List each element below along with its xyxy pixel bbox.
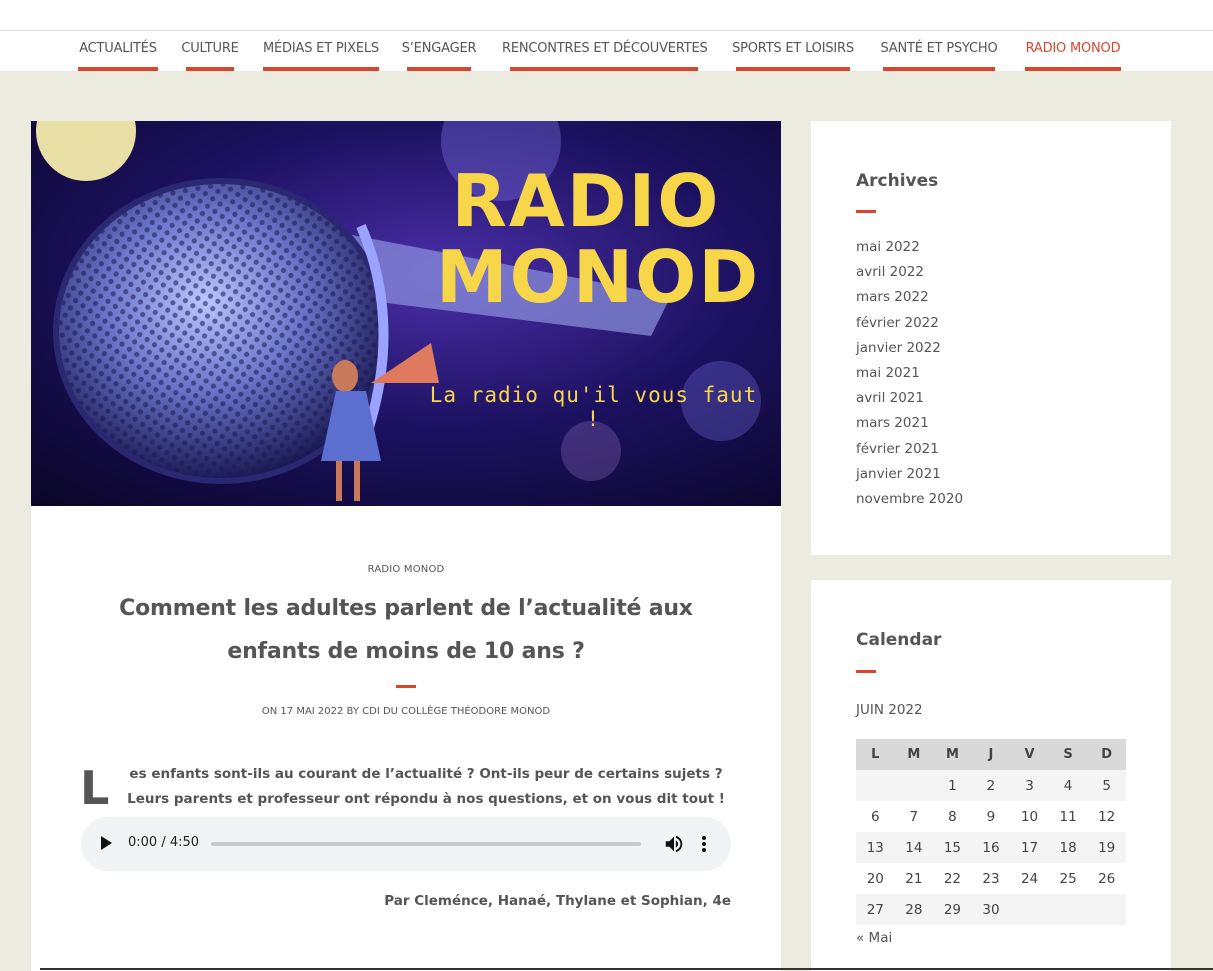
post-card [31,121,781,971]
calendar-day: 10 [1010,801,1049,832]
widget-divider [856,670,876,673]
archive-link[interactable]: janvier 2021 [856,465,941,482]
nav-item-label: CULTURE [181,41,239,56]
weekday-header: D [1087,739,1126,770]
calendar-day: 22 [933,863,972,894]
nav-item-rencontres[interactable] [502,31,706,71]
nav-item-label: ACTUALITÉS [79,41,157,56]
archive-link[interactable]: février 2021 [856,440,939,457]
weekday-header: V [1010,739,1049,770]
nav-item-sante-et-psycho[interactable] [875,31,1003,71]
top-bar [0,0,1213,31]
nav-underline [407,67,471,71]
calendar-day: 21 [895,863,934,894]
post-title[interactable]: Comment les adultes parlent de l’actualité aux enfants de moins de 10 ans ? [119,596,693,664]
title-divider [396,685,416,688]
nav-item-label: RADIO MONOD [1025,41,1121,56]
nav-underline [510,67,698,71]
calendar-day: 24 [1010,863,1049,894]
calendar-day: 16 [972,832,1011,863]
archive-link[interactable]: mai 2021 [856,365,920,382]
calendar-day: 5 [1087,770,1126,801]
calendar-day: 28 [895,894,934,925]
calendar-day: 25 [1049,863,1088,894]
audio-time: 0:00 / 4:50 [128,835,200,850]
nav-item-radio-monod[interactable] [1017,31,1129,71]
calendar-day: 4 [1049,770,1088,801]
calendar-widget [811,580,1171,971]
nav-item-label: SANTÉ ET PSYCHO [880,41,998,56]
calendar-week-row [856,832,1126,863]
audio-progress-bar[interactable] [211,842,641,846]
archive-link[interactable]: mai 2022 [856,239,920,255]
archive-list [856,235,963,512]
nav-item-label: SPORTS ET LOISIRS [732,41,854,56]
featured-image[interactable] [31,121,781,506]
nav-item-actualites[interactable] [70,31,166,71]
nav-item-medias-et-pixels[interactable] [255,31,387,71]
nav-item-label: S’ENGAGER [401,41,477,56]
nav-item-label: RENCONTRES ET DÉCOUVERTES [502,41,708,56]
calendar-day: 18 [1049,832,1088,863]
nav-underline [883,67,995,71]
nav-underline [736,67,850,71]
calendar-day: 23 [972,863,1011,894]
calendar-header-row [856,739,1126,770]
calendar-day: 29 [933,894,972,925]
nav-item-culture[interactable] [178,31,242,71]
calendar-day: 8 [933,801,972,832]
weekday-header: J [972,739,1011,770]
more-options-icon[interactable] [699,834,709,854]
archive-link[interactable]: mars 2021 [856,415,929,432]
nav-underline [186,67,234,71]
calendar-day: 11 [1049,801,1088,832]
nav-item-sengager[interactable] [399,31,479,71]
widget-divider [856,210,876,213]
calendar-prev-link[interactable]: « Mai [856,930,893,946]
calendar-day: 6 [856,801,895,832]
main-nav [0,31,1213,71]
post-intro: es enfants sont-ils au courant de l’actualité ? Ont-ils peur de certains sujets ? Leurs parents et professeur ont répondu à nos questions, et on vous dit tout ! [127,766,725,807]
archive-link[interactable]: janvier 2022 [856,339,941,356]
widget-title: Calendar [856,630,942,650]
hero-title-line: MONOD [436,235,761,319]
calendar-week-row [856,770,1126,801]
calendar-day: 13 [856,832,895,863]
post-category[interactable]: RADIO MONOD [367,564,445,575]
archive-link[interactable]: février 2022 [856,314,939,331]
calendar-day: 15 [933,832,972,863]
weekday-header: M [895,739,934,770]
archive-link[interactable]: novembre 2020 [856,491,964,508]
calendar-day: 19 [1087,832,1126,863]
calendar-day: 26 [1087,863,1126,894]
weekday-header: M [933,739,972,770]
calendar-day: 27 [856,894,895,925]
calendar-day: 14 [895,832,934,863]
calendar-day-empty [1010,894,1049,925]
calendar-day-empty [1087,894,1126,925]
calendar-caption: JUIN 2022 [856,702,923,718]
drop-cap: L [80,761,110,815]
calendar-day-empty [856,770,895,801]
nav-underline [1025,67,1121,71]
hero-title [436,159,761,319]
calendar-week-row [856,801,1126,832]
archive-link[interactable]: avril 2022 [856,264,924,281]
nav-item-label: MÉDIAS ET PIXELS [263,41,379,56]
calendar-day: 2 [972,770,1011,801]
calendar-day-empty [1049,894,1088,925]
widget-title: Archives [856,171,939,191]
post-authors: Par Cleménce, Hanaé, Thylane et Sophian, 4e [384,893,731,909]
calendar-day: 20 [856,863,895,894]
calendar-day: 17 [1010,832,1049,863]
calendar-body [856,770,1126,925]
weekday-header: L [856,739,895,770]
hero-tagline: La radio qu'il vous faut ! [429,383,758,431]
hero-title-line: RADIO [451,159,721,243]
calendar-week-row [856,894,1126,925]
calendar-day: 9 [972,801,1011,832]
window-bottom-edge [40,968,1213,970]
calendar-day: 3 [1010,770,1049,801]
calendar-week-row [856,863,1126,894]
volume-icon[interactable] [663,833,685,855]
calendar-day-empty [895,770,934,801]
audio-player [81,817,731,871]
calendar-day: 1 [933,770,972,801]
nav-underline [263,67,379,71]
post-meta: ON 17 MAI 2022 BY CDI DU COLLÈGE THÉODORE MONOD [261,706,551,717]
play-icon[interactable] [101,836,112,850]
calendar-day: 12 [1087,801,1126,832]
nav-item-sports-et-loisirs[interactable] [728,31,858,71]
calendar-day: 7 [895,801,934,832]
calendar-day: 30 [972,894,1011,925]
archive-link[interactable]: avril 2021 [856,390,924,407]
weekday-header: S [1049,739,1088,770]
archives-widget [811,121,1171,555]
archive-link[interactable]: mars 2022 [856,289,929,306]
calendar-table [856,739,1126,925]
nav-underline [78,67,158,71]
